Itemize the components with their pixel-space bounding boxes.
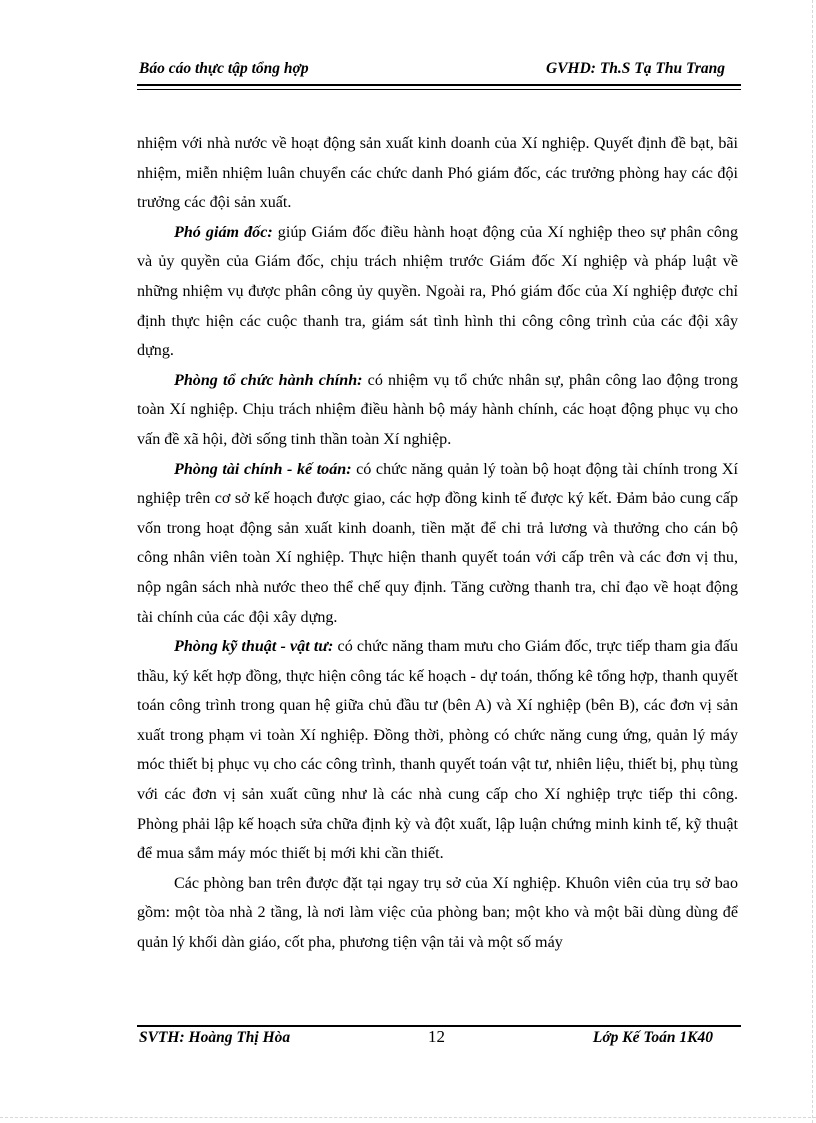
paragraph-text: nhiệm với nhà nước về hoạt động sản xuất kinh doanh của Xí nghiệp. Quyết định đề bạt, bãi nhiệm, miễn nhiệm luân chuyển các chức danh Phó giám đốc, các trưởng phòng hay các đội trưởng các đội sản xuất.	[137, 135, 738, 212]
paragraph-headquarters	[137, 869, 738, 958]
paragraph-term: Phòng tài chính - kế toán:	[174, 460, 352, 478]
paragraph-technical-dept	[137, 632, 738, 869]
page-header	[137, 58, 741, 86]
paragraph-text: có nhiệm vụ tổ chức nhân sự, phân công lao động trong toàn Xí nghiệp. Chịu trách nhiệm điều hành bộ máy hành chính, các hoạt động phục vụ cho vấn đề xã hội, đời sống tinh thần toàn Xí nghiệp.	[137, 371, 739, 448]
header-supervisor: GVHD: Th.S Tạ Thu Trang	[546, 60, 725, 77]
paragraph-admin-dept	[137, 366, 738, 455]
paragraph-continuation	[137, 129, 738, 218]
header-rule	[137, 89, 741, 90]
page-number: 12	[428, 1027, 445, 1046]
paragraph-term: Phòng kỹ thuật - vật tư:	[174, 638, 334, 656]
paragraph-text: có chức năng quản lý toàn bộ hoạt động tài chính trong Xí nghiệp trên cơ sở kế hoạch được giao, các hợp đồng kinh tế được ký kết. Đảm bảo cung cấp vốn trong hoạt động sản xuất kinh doanh, tiền mặt để chi trả lương và thưởng cho cán bộ công nhân viên toàn Xí nghiệp. Thực hiện thanh quyết toán với cấp trên và các đơn vị thu, nộp ngân sách nhà nước theo thể chế quy định. Tăng cường thanh tra, chỉ đạo về hoạt động tài chính của các đội xây dựng.	[137, 460, 738, 626]
paragraph-finance-dept	[137, 455, 738, 633]
header-report-title: Báo cáo thực tập tổng hợp	[139, 60, 309, 77]
document-body	[137, 129, 738, 958]
paragraph-text: Các phòng ban trên được đặt tại ngay trụ sở của Xí nghiệp. Khuôn viên của trụ sở bao gồm: một tòa nhà 2 tầng, là nơi làm việc của phòng ban; một kho và một bãi dùng dùng để quản lý khối dàn giáo, cốt pha, phương tiện vận tải và một số máy	[137, 874, 738, 952]
paragraph-text: giúp Giám đốc điều hành hoạt động của Xí nghiệp theo sự phân công và ủy quyền của Giám đốc, chịu trách nhiệm trước Giám đốc Xí nghiệp và pháp luật về những nhiệm vụ được phân công ủy quyền. Ngoài ra, Phó giám đốc của Xí nghiệp được chỉ định thực hiện các cuộc thanh tra, giám sát tình hình thi công công trình của các đội xây dựng.	[137, 223, 738, 360]
paragraph-term: Phòng tổ chức hành chính:	[174, 371, 363, 389]
paragraph-deputy-director	[137, 218, 738, 366]
footer-student: SVTH: Hoàng Thị Hòa	[139, 1029, 291, 1046]
footer-class: Lớp Kế Toán 1K40	[592, 1029, 713, 1046]
paragraph-term: Phó giám đốc:	[174, 223, 273, 241]
page-edge-bottom	[0, 1117, 816, 1118]
page-edge-right	[812, 0, 813, 1123]
page-footer	[137, 1027, 741, 1051]
paragraph-text: có chức năng tham mưu cho Giám đốc, trực tiếp tham gia đấu thầu, ký kết hợp đồng, thực hiện công tác kế hoạch - dự toán, thống kê tổng hợp, thanh quyết toán công trình trong quan hệ giữa chủ đầu tư (bên A) và Xí nghiệp (bên B), các đơn vị sản xuất trong phạm vi toàn Xí nghiệp. Đồng thời, phòng có chức năng cung ứng, quản lý máy móc thiết bị phục vụ cho các công trình, thanh quyết toán vật tư, nhiên liệu, thiết bị, phụ tùng với các đơn vị sản xuất cũng như là các nhà cung cấp cho Xí nghiệp trực tiếp thi công. Phòng phải lập kế hoạch sửa chữa định kỳ và đột xuất, lập luận chứng minh kinh tế, kỹ thuật để mua sắm máy móc thiết bị mới khi cần thiết.	[137, 638, 738, 863]
